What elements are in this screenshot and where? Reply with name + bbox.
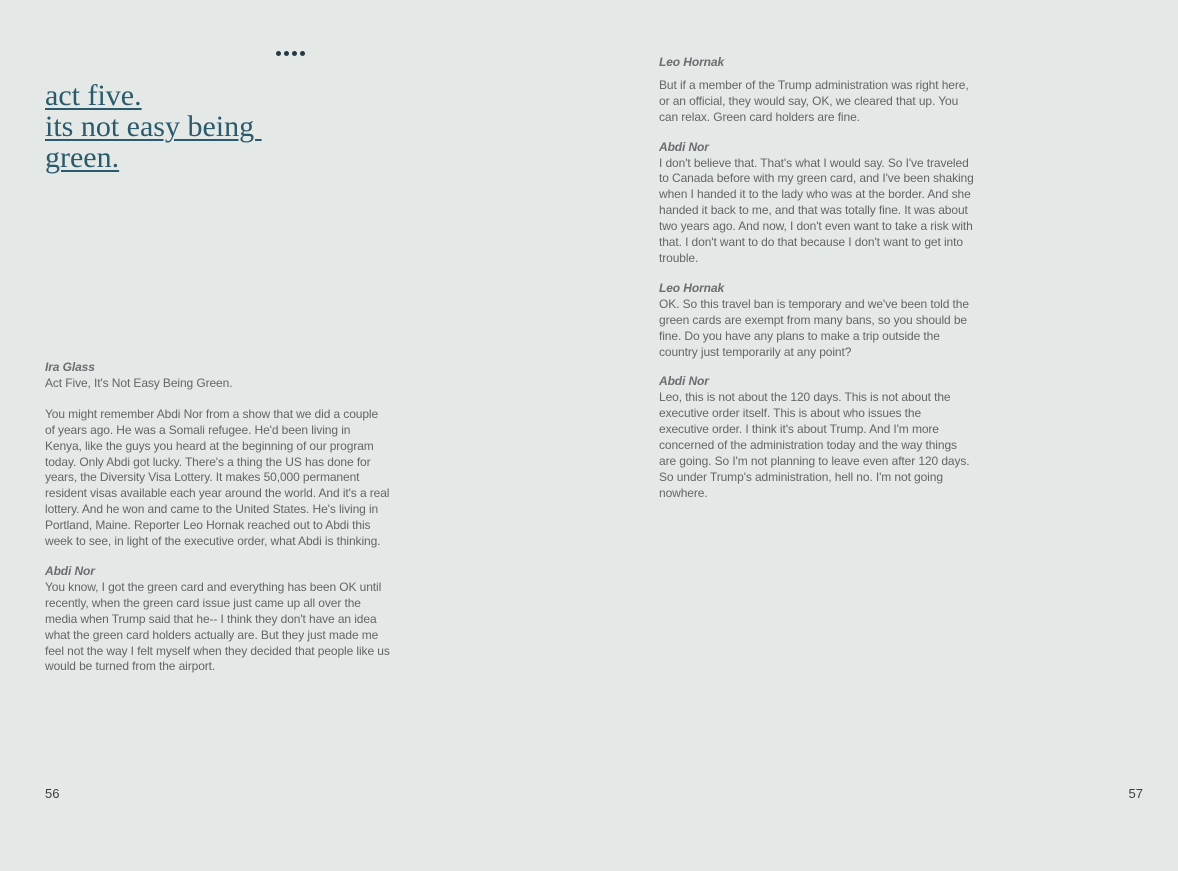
ornament-dot bbox=[300, 51, 305, 56]
speaker-name: Leo Hornak bbox=[659, 55, 725, 69]
ornament-dot bbox=[284, 51, 289, 56]
speaker-name: Abdi Nor bbox=[659, 374, 709, 389]
transcript-paragraph: You know, I got the green card and everything has been OK until recently, when the green card issue just came up all over the media when Trump said that he-- I think they don't have an idea what the green card holders actually are. But they just made me feel not the way I felt myself when they decided that people like us would be turned from the airport. bbox=[45, 579, 390, 674]
transcript-block bbox=[659, 55, 974, 126]
transcript-paragraph: But if a member of the Trump administration was right here, or an official, they would say, OK, we cleared that up. You can relax. Green card holders are fine. bbox=[659, 77, 969, 124]
transcript-block bbox=[659, 281, 974, 361]
ornament-dot bbox=[276, 51, 281, 56]
chapter-title-line: its not easy being bbox=[45, 110, 262, 143]
speaker-name: Abdi Nor bbox=[45, 563, 95, 578]
transcript-paragraph: You might remember Abdi Nor from a show that we did a couple of years ago. He was a Somali refugee. He'd been living in Kenya, like the guys you heard at the beginning of our program today. Only Abdi got lucky. There's a thing the US has done for years, the Diversity Visa Lottery. It makes 50,000 permanent resident visas available each year around the world. And it's a real lottery. And he won and came to the United States. He's living in Portland, Maine. Reporter Leo Hornak reached out to Abdi this week to see, in light of the executive order, what Abdi is thinking. bbox=[45, 406, 390, 549]
transcript-column-right bbox=[659, 55, 974, 516]
transcript-paragraph: Leo, this is not about the 120 days. This is not about the executive order itself. This is about who issues the executive order. I think it's about Trump. And I'm more concerned of the administration today and the way things are going. So I'm not planning to leave even after 120 days. So under Trump's administration, hell no. I'm not going nowhere. bbox=[659, 390, 970, 500]
chapter-title-line: act five. bbox=[45, 79, 142, 112]
speaker-name: Leo Hornak bbox=[659, 280, 725, 295]
speaker-name: Ira Glass bbox=[45, 360, 95, 374]
ornament-dot bbox=[292, 51, 297, 56]
transcript-paragraph: OK. So this travel ban is temporary and we've been told the green cards are exempt from many bans, so you should be fine. Do you have any plans to make a trip outside the country just temporarily at any point? bbox=[659, 296, 969, 359]
transcript-column-left bbox=[45, 360, 390, 689]
chapter-title-line: green. bbox=[45, 141, 120, 174]
transcript-paragraph: I don't believe that. That's what I would say. So I've traveled to Canada before with my green card, and I've been shaking when I handed it to the lady who was at the border. And she handed it back to me, and that was totally fine. It was about two years ago. And now, I don't even want to take a risk with that. I don't want to do that because I don't want to get into trouble. bbox=[659, 155, 974, 265]
transcript-paragraph: Act Five, It's Not Easy Being Green. bbox=[45, 375, 233, 390]
transcript-block bbox=[45, 360, 390, 550]
speaker-name: Abdi Nor bbox=[659, 139, 709, 154]
transcript-block bbox=[45, 564, 390, 675]
ornament-dots bbox=[276, 51, 305, 56]
transcript-block bbox=[659, 374, 974, 501]
transcript-block bbox=[659, 140, 974, 267]
right-page bbox=[589, 0, 1178, 871]
page-number: 57 bbox=[1128, 786, 1143, 801]
page-number: 56 bbox=[45, 786, 60, 801]
chapter-title bbox=[45, 80, 262, 173]
